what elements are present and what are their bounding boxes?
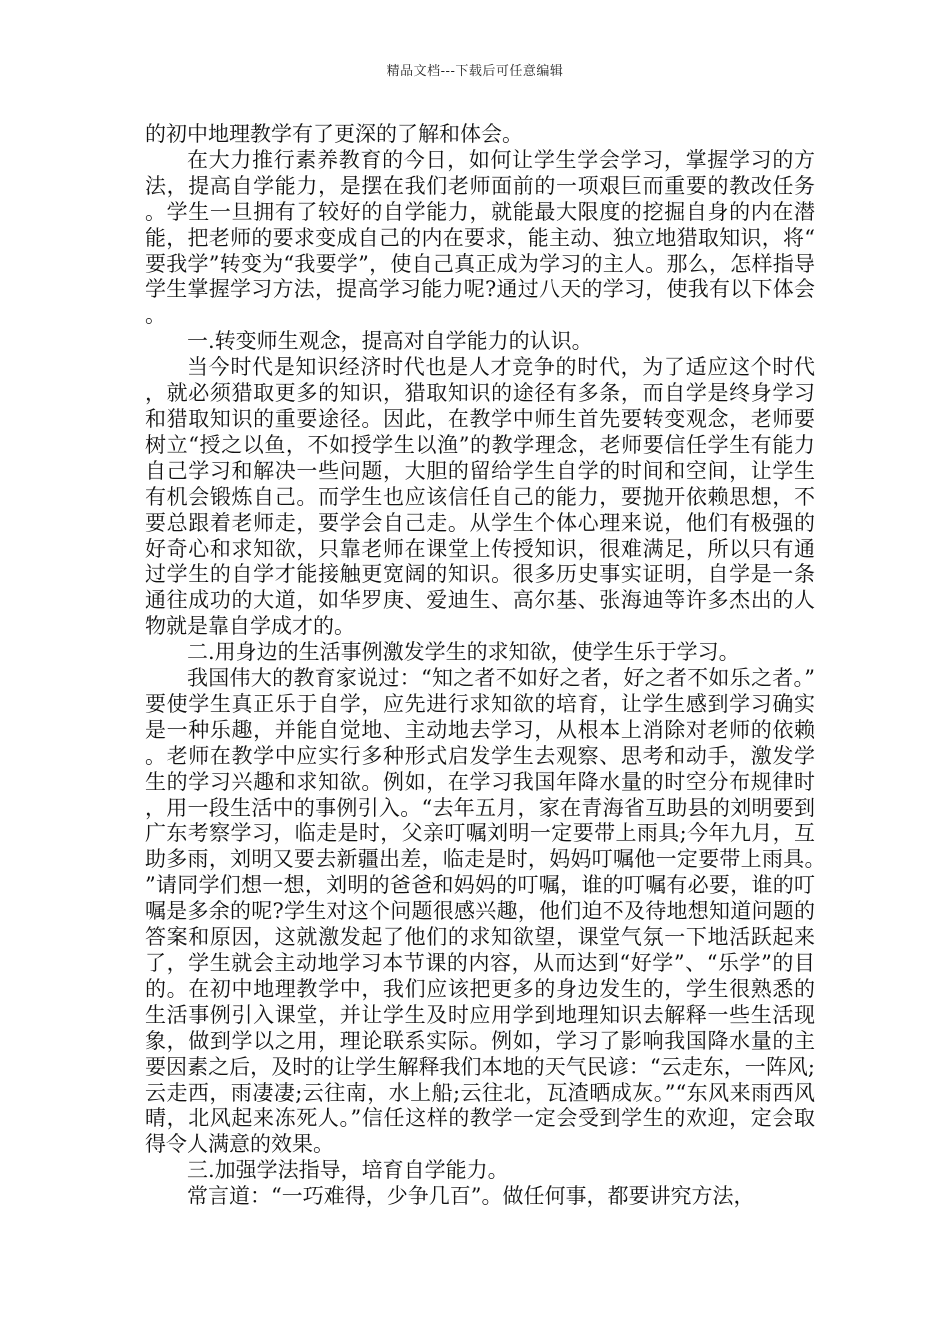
paragraph-section-2: 我国伟大的教育家说过：“知之者不如好之者，好之者不如乐之者。”要使学生真正乐于自学，应先进行求知欲的培育，让学生感到学习确实是一种乐趣，并能自觉地、主动地去学习，从根本上消除对老师的依赖。老师在教学中应实行多种形式启发学生去观察、思考和动手，激发学生的学习兴趣和求知欲。例如，在学习我国年降水量的时空分布规律时，用一段生活中的事例引入。“去年五月，家在青海省互助县的刘明要到广东考察学习，临走是时，父亲叮嘱刘明一定要带上雨具;今年九月，互助多雨，刘明又要去新疆出差，临走是时，妈妈叮嘱他一定要带上雨具。”请同学们想一想，刘明的爸爸和妈妈的叮嘱，谁的叮嘱有必要，谁的叮嘱是多余的呢?学生对这个问题很感兴趣，他们迫不及待地想知道问题的答案和原因，这就激发起了他们的求知欲望，课堂气氛一下地活跃起来了，学生就会主动地学习本节课的内容，从而达到“好学”、“乐学”的目的。在初中地理教学中，我们应该把更多的身边发生的，学生很熟悉的生活事例引入课堂，并让学生及时应用学到地理知识去解释一些生活现象，做到学以之用，理论联系实际。例如，学习了影响我国降水量的主要因素之后，及时的让学生解释我们本地的天气民谚：“云走东，一阵风;云走西，雨凄凄;云往南，水上船;云往北，瓦渣晒成灰。”“东风来雨西风晴，北风起来冻死人。”信任这样的教学一定会受到学生的欢迎，定会取得令人满意的效果。 [145,666,815,1157]
section-heading-3: 三.加强学法指导，培育自学能力。 [187,1158,509,1183]
paragraph-continuation: 的初中地理教学有了更深的了解和体会。 [145,122,523,146]
paragraph-section-3: 常言道：“一巧难得，少争几百”。做任何事，都要讲究方法， [187,1184,755,1209]
section-heading-1: 一.转变师生观念，提高对自学能力的认识。 [187,329,593,354]
document-body [145,122,815,1210]
paragraph-section-1: 当今时代是知识经济时代也是人才竞争的时代，为了适应这个时代，就必须猎取更多的知识，猎取知识的途径有多条，而自学是终身学习和猎取知识的重要途径。因此，在教学中师生首先要转变观念，老师要树立“授之以鱼，不如授学生以渔”的教学理念，老师要信任学生有能力自己学习和解决一些问题，大胆的留给学生自学的时间和空间，让学生有机会锻炼自己。而学生也应该信任自己的能力，要抛开依赖思想，不要总跟着老师走，要学会自己走。从学生个体心理来说，他们有极强的好奇心和求知欲，只靠老师在课堂上传授知识，很难满足，所以只有通过学生的自学才能接触更宽阔的知识。很多历史事实证明，自学是一条通往成功的大道，如华罗庚、爱迪生、高尔基、张海迪等许多杰出的人物就是靠自学成才的。 [145,355,815,639]
section-heading-2: 二.用身边的生活事例激发学生的求知欲，使学生乐于学习。 [187,640,740,665]
page-header: 精品文档---下载后可任意编辑 [386,64,564,79]
paragraph-intro: 在大力推行素养教育的今日，如何让学生学会学习，掌握学习的方法，提高自学能力，是摆在我们老师面前的一项艰巨而重要的教改任务。学生一旦拥有了较好的自学能力，就能最大限度的挖掘自身的内在潜能，把老师的要求变成自己的内在要求，能主动、独立地猎取知识，将“要我学”转变为“我要学”，使自己真正成为学习的主人。那么，怎样指导学生掌握学习方法，提高学习能力呢?通过八天的学习，使我有以下体会。 [145,147,815,328]
